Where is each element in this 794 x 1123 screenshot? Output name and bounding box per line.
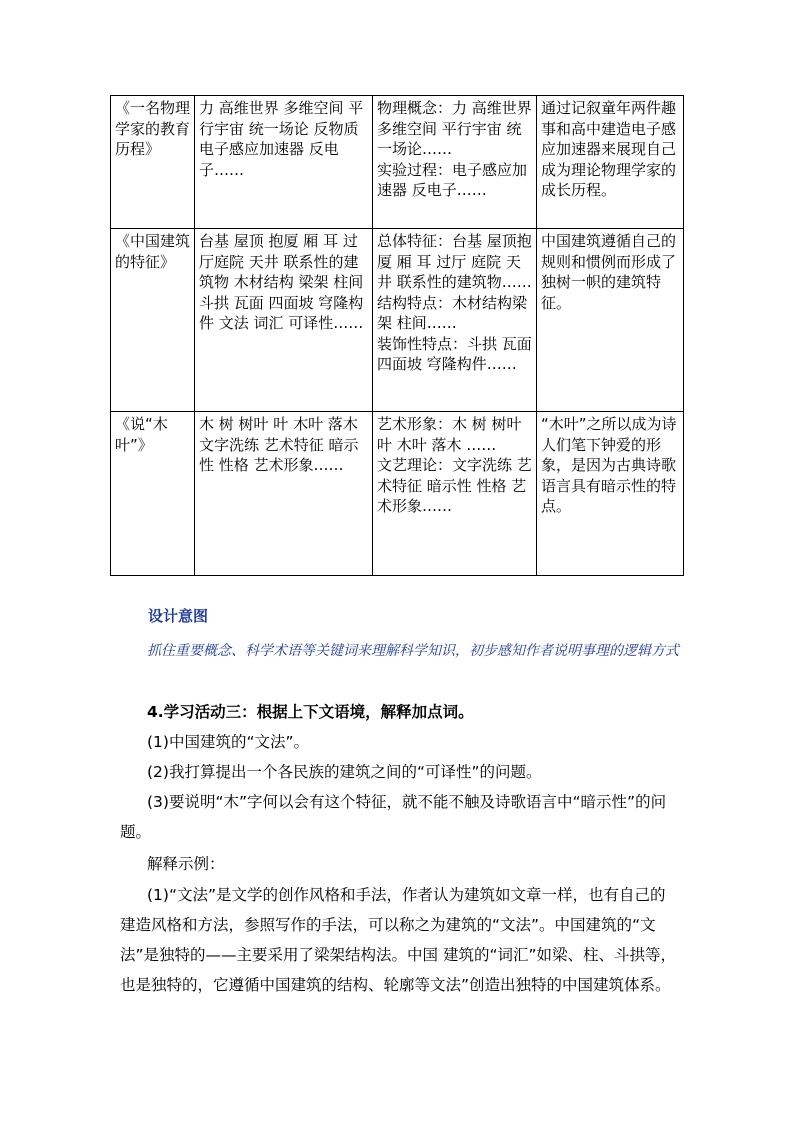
keywords-cell	[195, 229, 373, 412]
cell-text: 物理概念：力 高维世界 多维空间 平行宇宙 统一场论……	[377, 99, 532, 158]
cell-text: 实验过程：电子感应加速器 反电子……	[377, 160, 528, 199]
category-cell	[373, 412, 537, 576]
activity-item-2	[120, 757, 680, 787]
cell-text: 结构特点：木材结构梁架 柱间……	[377, 293, 528, 332]
summary-cell	[537, 229, 684, 412]
category-cell	[373, 96, 537, 229]
cell-text: 中国建筑遵循自己的规则和惯例而形成了独树一帜的建筑特征。	[541, 232, 677, 312]
cell-text: 艺术形象：木 树 树叶 叶 木叶 落木 ……	[377, 415, 522, 454]
summary-cell	[537, 96, 684, 229]
design-intent-text	[120, 636, 680, 666]
design-intent-body: 抓住重要概念、科学术语等关键词来理解科学知识，初步感知作者说明事理的逻辑方式	[147, 643, 679, 659]
cell-text: 《说“木叶”》	[115, 415, 168, 454]
vocabulary-table	[110, 95, 684, 576]
example-label	[120, 849, 680, 879]
text-title-cell	[111, 96, 195, 229]
cell-text: 力 高维世界 多维空间 平行宇宙 统一场论 反物质 电子感应加速器 反电子……	[199, 99, 364, 179]
keywords-cell	[195, 96, 373, 229]
activity-item-text: (2)我打算提出一个各民族的建筑之间的“可译性”的问题。	[147, 763, 542, 781]
cell-text: 《一名物理学家的教育历程》	[115, 99, 191, 158]
cell-text: 《中国建筑的特征》	[115, 232, 191, 271]
summary-cell	[537, 412, 684, 576]
activity-heading-text: 4.学习活动三：根据上下文语境，解释加点词。	[147, 703, 474, 721]
design-intent-heading: 设计意图	[148, 607, 209, 625]
cell-text: 木 树 树叶 叶 木叶 落木 文字洗练 艺术特征 暗示性 性格 艺术形象……	[199, 415, 359, 474]
table-row	[111, 229, 684, 412]
example-paragraph-text: (1)“文法”是文学的创作风格和手法，作者认为建筑如文章一样，也有自己的建造风格和方法，参照写作的手法，可以称之为建筑的“文法”。中国建筑的“文法”是独特的——主要采用了梁架结构法。中国 建筑的“词汇”如梁、柱、斗拱等，也是独特的，它遵循中国建筑的结构、轮廓等文法”创造出独特的中国建筑体系。	[120, 886, 677, 994]
activity-heading	[120, 697, 680, 727]
activity-item-1	[120, 727, 680, 757]
cell-text: 通过记叙童年两件趣事和高中建造电子感应加速器来展现自己成为理论物理学家的成长历程。	[541, 99, 677, 199]
text-title-cell	[111, 412, 195, 576]
table-row	[111, 412, 684, 576]
text-title-cell	[111, 229, 195, 412]
example-label-text: 解释示例：	[147, 855, 225, 873]
example-paragraph	[120, 880, 680, 1000]
activity-item-text: (3)要说明“木”字何以会有这个特征，就不能不触及诗歌语言中“暗示性”的问题。	[120, 793, 667, 841]
cell-text: 总体特征：台基 屋顶抱厦 厢 耳 过厅 庭院 天井 联系性的建筑物……	[377, 232, 532, 291]
keywords-cell	[195, 412, 373, 576]
cell-text: 装饰性特点：斗拱 瓦面 四面坡 穹隆构件……	[377, 334, 532, 373]
cell-text: 文艺理论：文字洗练 艺术特征 暗示性 性格 艺术形象……	[377, 456, 532, 515]
activity-item-3	[120, 787, 680, 847]
cell-text: “木叶”之所以成为诗人们笔下钟爱的形象，是因为古典诗歌语言具有暗示性的特点。	[541, 415, 677, 515]
category-cell	[373, 229, 537, 412]
table-row	[111, 96, 684, 229]
cell-text: 台基 屋顶 抱厦 厢 耳 过厅庭院 天井 联系性的建筑物 木材结构 梁架 柱间 斗拱 瓦面 四面坡 穹隆构件 文法 词汇 可译性……	[199, 232, 364, 332]
activity-item-text: (1)中国建筑的“文法”。	[147, 733, 310, 751]
